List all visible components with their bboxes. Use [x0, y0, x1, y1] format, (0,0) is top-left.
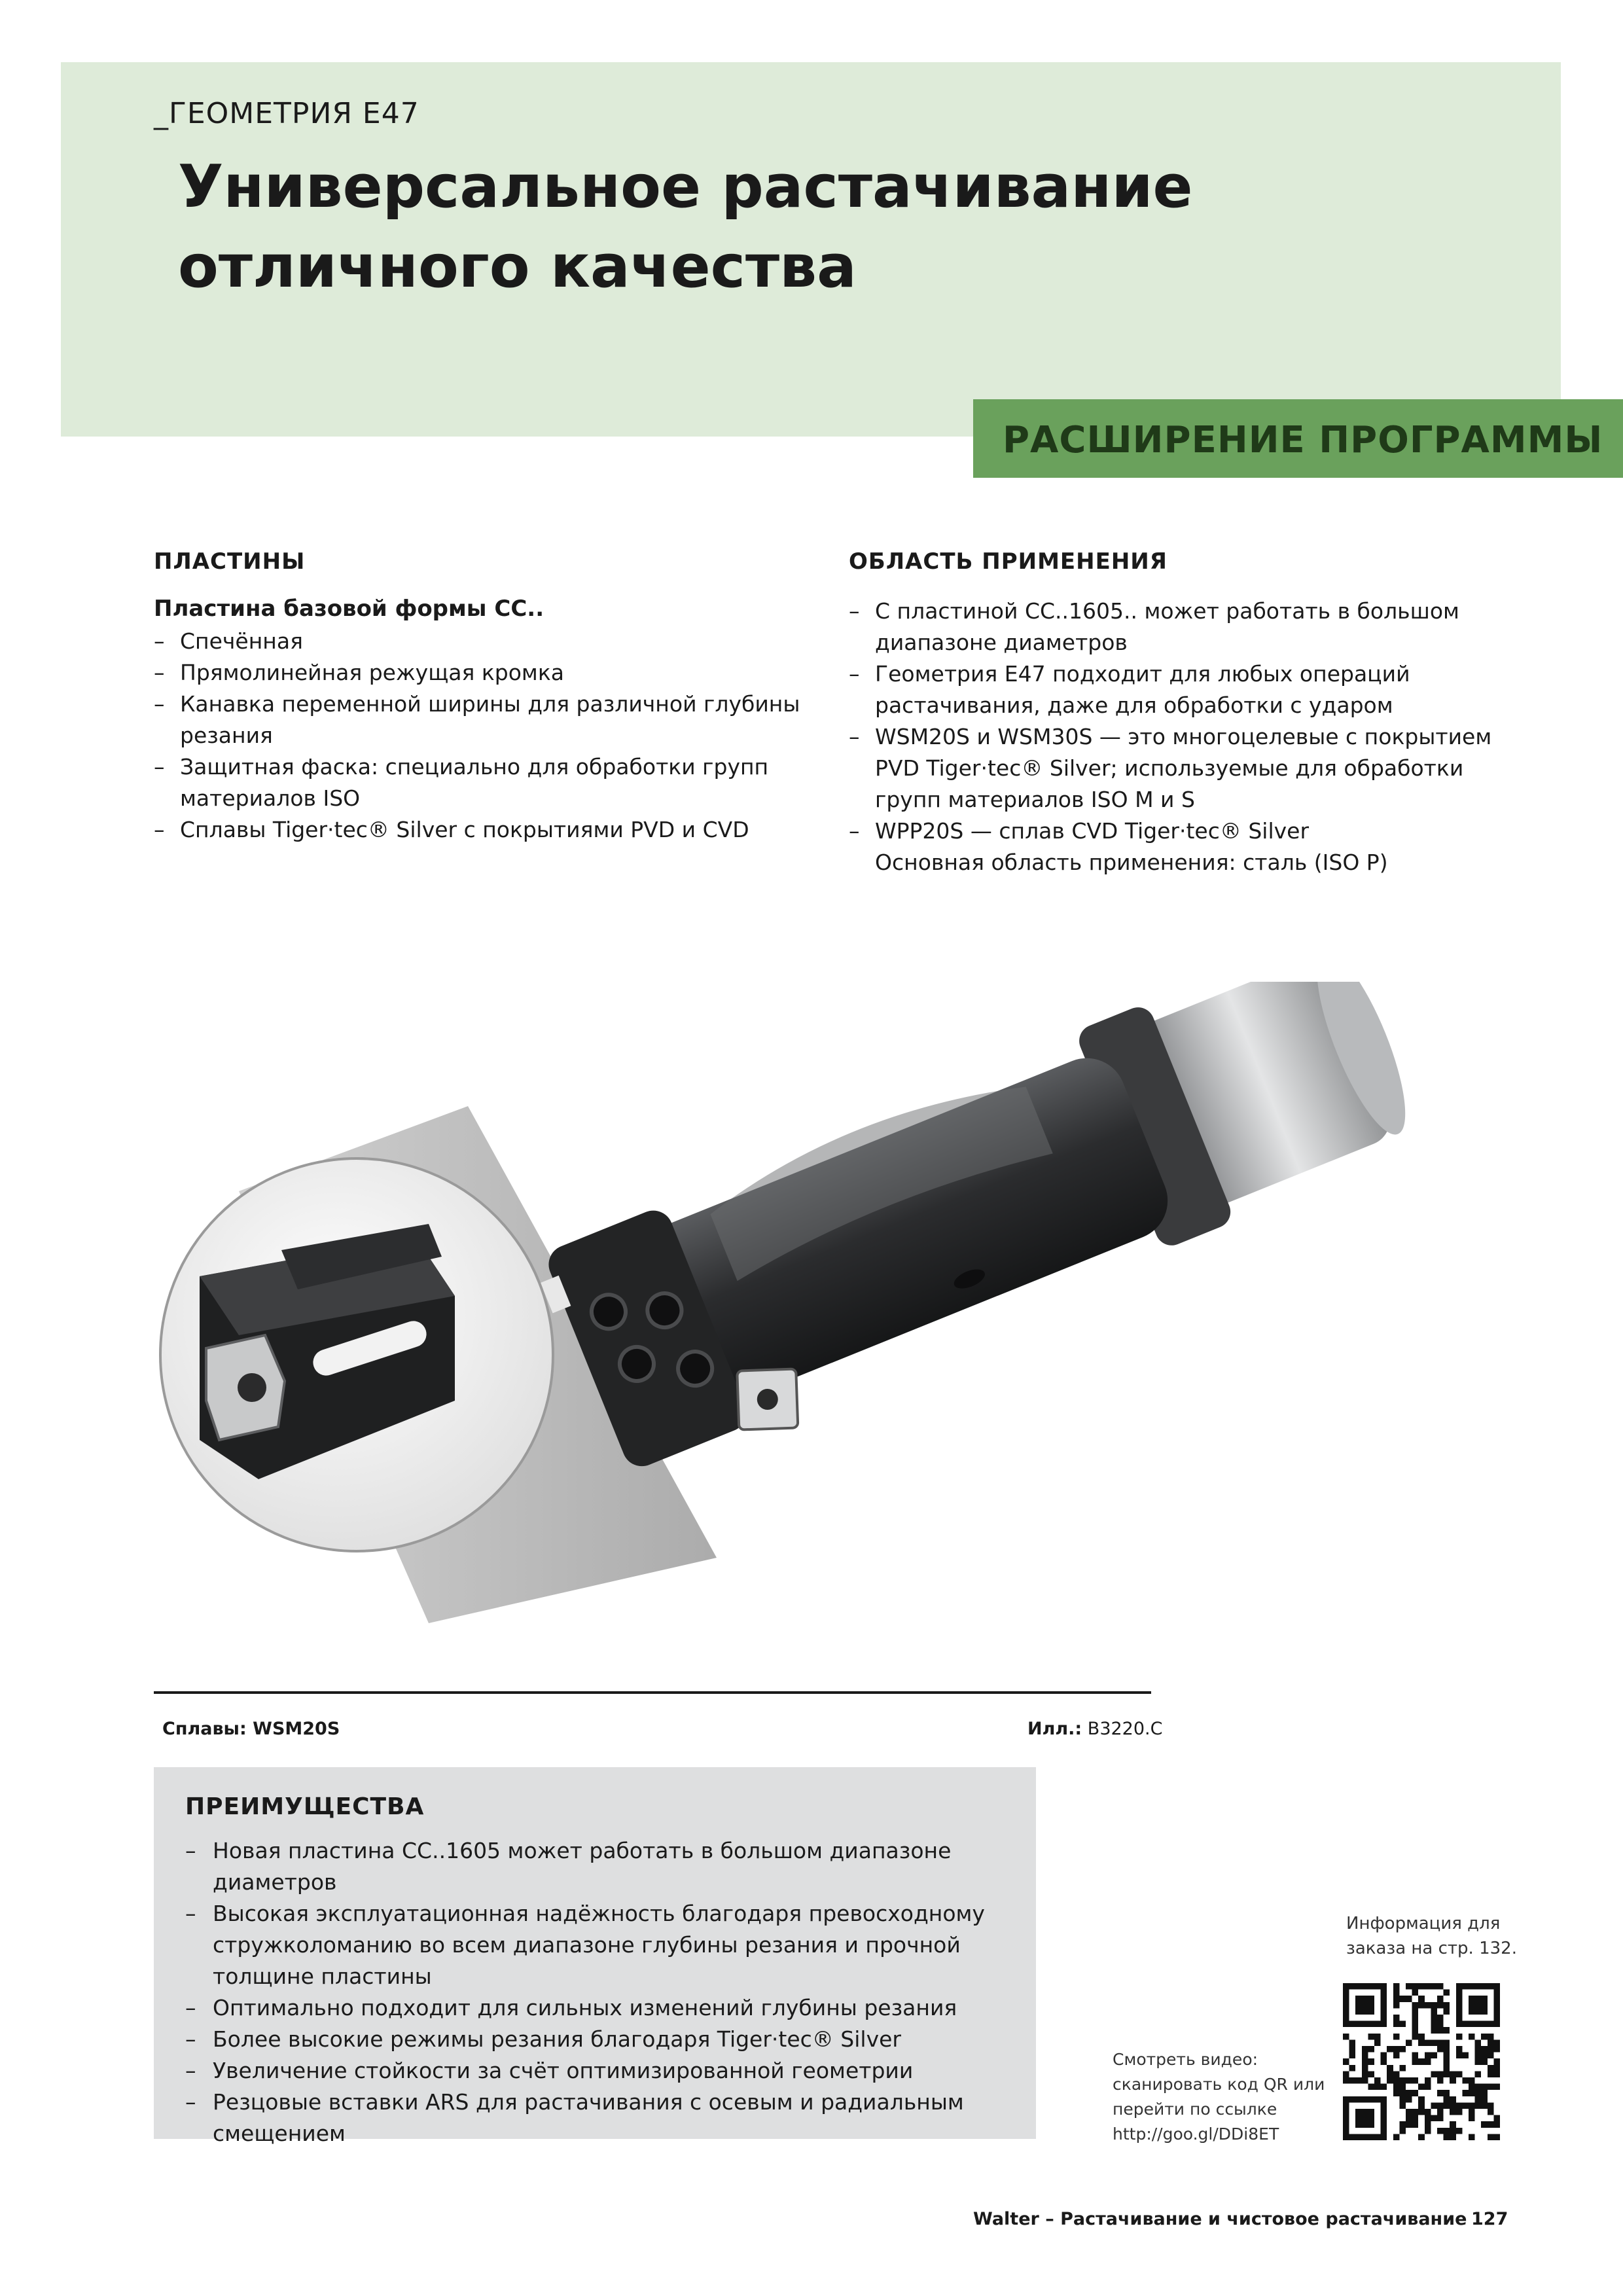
qr-code-icon[interactable] [1343, 1983, 1500, 2140]
application-heading: ОБЛАСТЬ ПРИМЕНЕНИЯ [849, 548, 1168, 575]
page-title [178, 147, 1421, 307]
program-expansion-label: РАСШИРЕНИЕ ПРОГРАММЫ [1003, 419, 1603, 461]
advantages-heading: ПРЕИМУЩЕСТВА [185, 1793, 425, 1820]
inserts-section [154, 548, 808, 846]
application-section [849, 548, 1503, 878]
list-item: – Увеличение стойкости за счёт оптимизированной геометрии [185, 2058, 914, 2083]
advantages-list [185, 1835, 1029, 2149]
page-title-line-1: Универсальное растачивание [178, 152, 1193, 221]
application-note: Основная область применения: сталь (ISO P) [875, 850, 1388, 875]
inserts-list [154, 626, 808, 846]
alloys-caption: Сплавы: WSM20S [162, 1719, 340, 1739]
application-list [849, 596, 1503, 878]
list-item: – Канавка переменной ширины для различной глубины резания [154, 691, 800, 748]
order-info: Информация для заказа на стр. 132. [1346, 1914, 1517, 1958]
list-item: – WPP20S — сплав CVD Tiger·tec® Silver [849, 818, 1310, 844]
boring-tool-illustration [154, 982, 1528, 1636]
list-item: – WSM20S и WSM30S — это многоцелевые с покрытием PVD Tiger·tec® Silver; используемые для обработки групп материалов ISO M и S [849, 724, 1492, 812]
illustration-caption [1027, 1719, 1162, 1739]
illustration-code: B3220.C [1087, 1719, 1163, 1739]
footer-text: Walter – Растачивание и чистовое растачивание [973, 2209, 1467, 2229]
list-item: – Спечённая [154, 628, 303, 654]
list-item: – Сплавы Tiger·tec® Silver с покрытиями PVD и CVD [154, 817, 749, 842]
video-info: Смотреть видео: сканировать код QR или перейти по ссылке http://goo.gl/DDi8ET [1113, 2047, 1335, 2147]
list-item: – Более высокие режимы резания благодаря Tiger·tec® Silver [185, 2026, 901, 2052]
section-kicker: _ГЕОМЕТРИЯ E47 [154, 97, 419, 130]
inserts-heading: ПЛАСТИНЫ [154, 548, 306, 575]
boring-head [528, 982, 1440, 1497]
list-item: – Новая пластина CC..1605 может работать в большом диапазоне диаметров [185, 1838, 952, 1895]
list-item: – Защитная фаска: специально для обработки групп материалов ISO [154, 754, 769, 811]
list-item: – Геометрия E47 подходит для любых операций растачивания, даже для обработки с ударом [849, 661, 1410, 718]
page-number: 127 [1471, 2209, 1508, 2229]
illustration-label: Илл.: [1027, 1719, 1082, 1739]
list-item: – Резцовые вставки ARS для растачивания с осевым и радиальным смещением [185, 2089, 964, 2146]
figure-divider [154, 1691, 1151, 1694]
inserts-subheading: Пластина базовой формы CC.. [154, 596, 544, 622]
list-item: – Высокая эксплуатационная надёжность благодаря превосходному стружколоманию во всем диапазоне глубины резания и прочной толщине пластины [185, 1901, 985, 1989]
video-link[interactable]: http://goo.gl/DDi8ET [1113, 2125, 1279, 2144]
list-item: – С пластиной CC..1605.. может работать в большом диапазоне диаметров [849, 598, 1459, 655]
page-title-line-2: отличного качества [178, 232, 857, 301]
list-item: – Оптимально подходит для сильных изменений глубины резания [185, 1995, 957, 2020]
list-item: – Прямолинейная режущая кромка [154, 660, 564, 685]
